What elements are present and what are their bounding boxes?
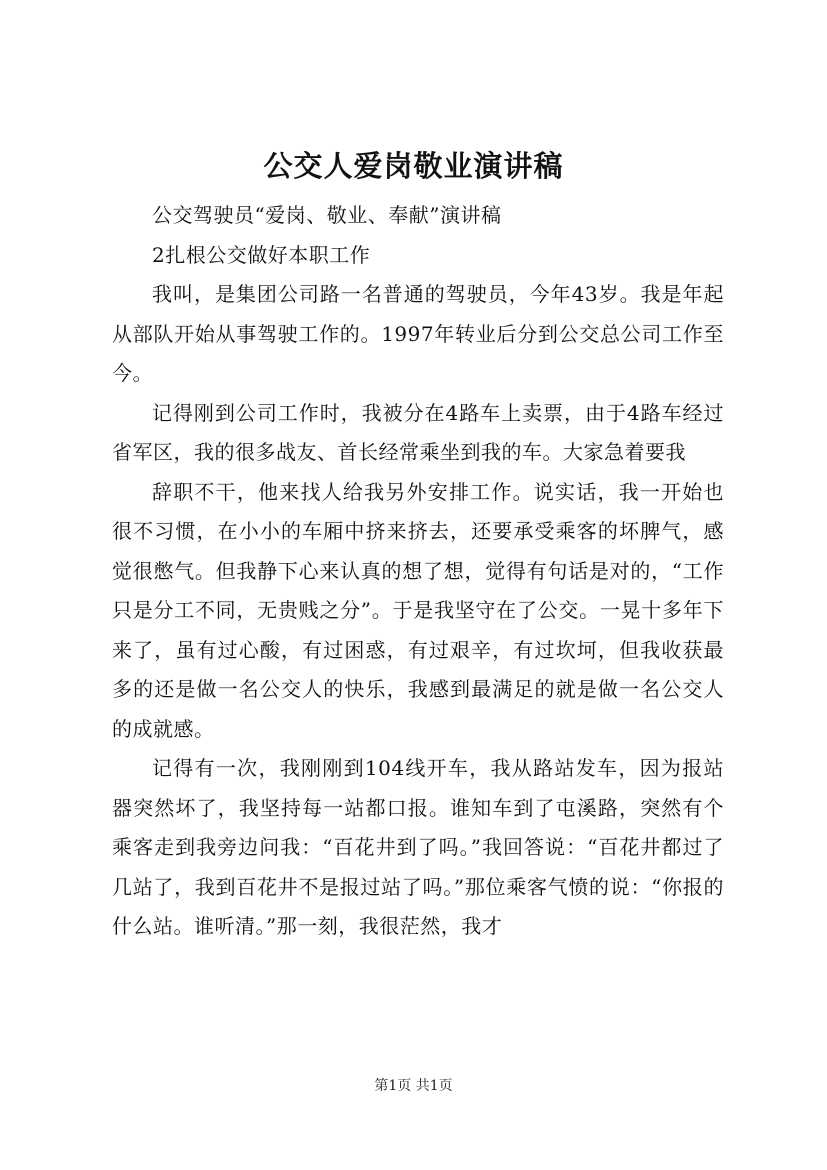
- page-footer: 第1页 共1页: [374, 1078, 453, 1094]
- body-paragraph: 我叫，是集团公司路一名普通的驾驶员，今年43岁。我是年起从部队开始从事驾驶工作的。1997年转业后分到公交总公司工作至今。: [112, 282, 724, 385]
- document-title: 公交人爱岗敬业演讲稿: [263, 149, 564, 183]
- subtitle-paragraph: 公交驾驶员“爱岗、敬业、奉献”演讲稿: [152, 203, 502, 227]
- body-paragraph: 辞职不干，他来找人给我另外安排工作。说实话，我一开始也很不习惯，在小小的车厢中挤来挤去，还要承受乘客的坏脾气，感觉很憋气。但我静下心来认真的想了想，觉得有句话是对的，“工作只是分工不同，无贵贱之分”。于是我坚守在了公交。一晃十多年下来了，虽有过心酸，有过困惑，有过艰辛，有过坎坷，但我收获最多的还是做一名公交人的快乐，我感到最满足的就是做一名公交人的成就感。: [112, 479, 724, 741]
- body-paragraph: 记得有一次，我刚刚到104线开车，我从路站发车，因为报站器突然坏了，我坚持每一站都口报。谁知车到了屯溪路，突然有个乘客走到我旁边问我：“百花井到了吗。”我回答说：“百花井都过了几站了，我到百花井不是报过站了吗。”那位乘客气愤的说：“你报的什么站。谁听清。”那一刻，我很茫然，我才: [112, 756, 724, 938]
- body-paragraph: 记得刚到公司工作时，我被分在4路车上卖票，由于4路车经过省军区，我的很多战友、首长经常乘坐到我的车。大家急着要我: [112, 400, 724, 464]
- heading-paragraph: 2扎根公交做好本职工作: [152, 242, 371, 267]
- document-body: [112, 196, 724, 947]
